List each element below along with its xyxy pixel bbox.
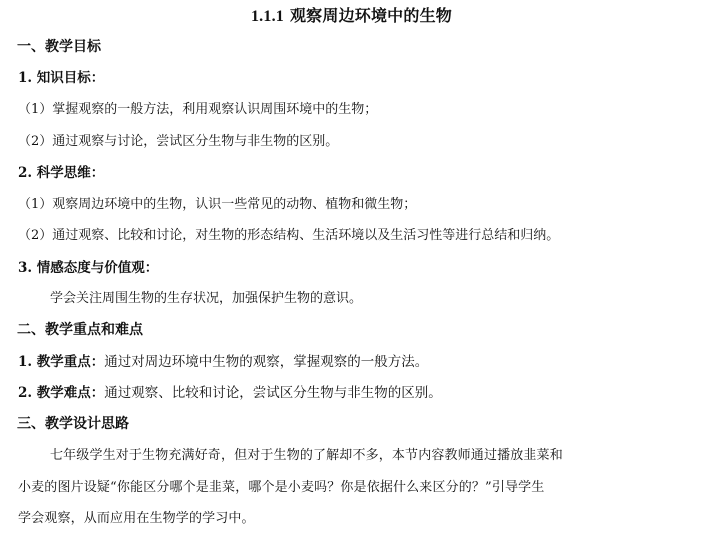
design-paragraph-line: 七年级学生对于生物充满好奇，但对于生物的了解却不多，本节内容教师通过播放韭菜和	[50, 448, 563, 463]
attitude-statement: 学会关注周围生物的生存状况，加强保护生物的意识。	[50, 291, 363, 306]
title-text: 观察周边环境中的生物	[289, 6, 452, 25]
subheading-scientific-thinking	[18, 162, 685, 184]
subheading-knowledge	[18, 67, 685, 89]
difficulty-label: 2. 教学难点：	[18, 385, 105, 401]
key-point-text: 通过对周边环境中生物的观察，掌握观察的一般方法。	[104, 354, 429, 370]
difficulty-line	[18, 382, 685, 404]
subheading-label: 2. 科学思维：	[18, 165, 105, 181]
objective-item: （1）观察周边环境中的生物，认识一些常见的动物、植物和微生物；	[18, 197, 417, 212]
document-title	[0, 4, 703, 28]
section-heading-key-points: 二、教学重点和难点	[17, 322, 143, 338]
subheading-attitude-values	[18, 257, 685, 279]
objective-item: （1）掌握观察的一般方法，利用观察认识周围环境中的生物；	[18, 102, 378, 117]
subheading-label: 1. 知识目标：	[18, 70, 105, 86]
key-point-label: 1. 教学重点：	[18, 354, 105, 370]
title-number: 1.1.1	[250, 8, 284, 25]
key-point-line	[18, 351, 685, 373]
design-paragraph-line: 小麦的图片设疑“你能区分哪个是韭菜，哪个是小麦吗？你是依据什么来区分的？”引导学生	[18, 480, 545, 495]
difficulty-text: 通过观察、比较和讨论，尝试区分生物与非生物的区别。	[104, 385, 442, 401]
section-heading-objectives: 一、教学目标	[17, 39, 101, 55]
objective-item: （2）通过观察与讨论，尝试区分生物与非生物的区别。	[18, 134, 339, 149]
design-paragraph-line: 学会观察，从而应用在生物学的学习中。	[18, 511, 255, 526]
subheading-label: 3. 情感态度与价值观：	[18, 260, 159, 276]
objective-item: （2）通过观察、比较和讨论，对生物的形态结构、生活环境以及生活习性等进行总结和归纳。	[18, 228, 560, 243]
section-heading-design: 三、教学设计思路	[17, 416, 129, 432]
